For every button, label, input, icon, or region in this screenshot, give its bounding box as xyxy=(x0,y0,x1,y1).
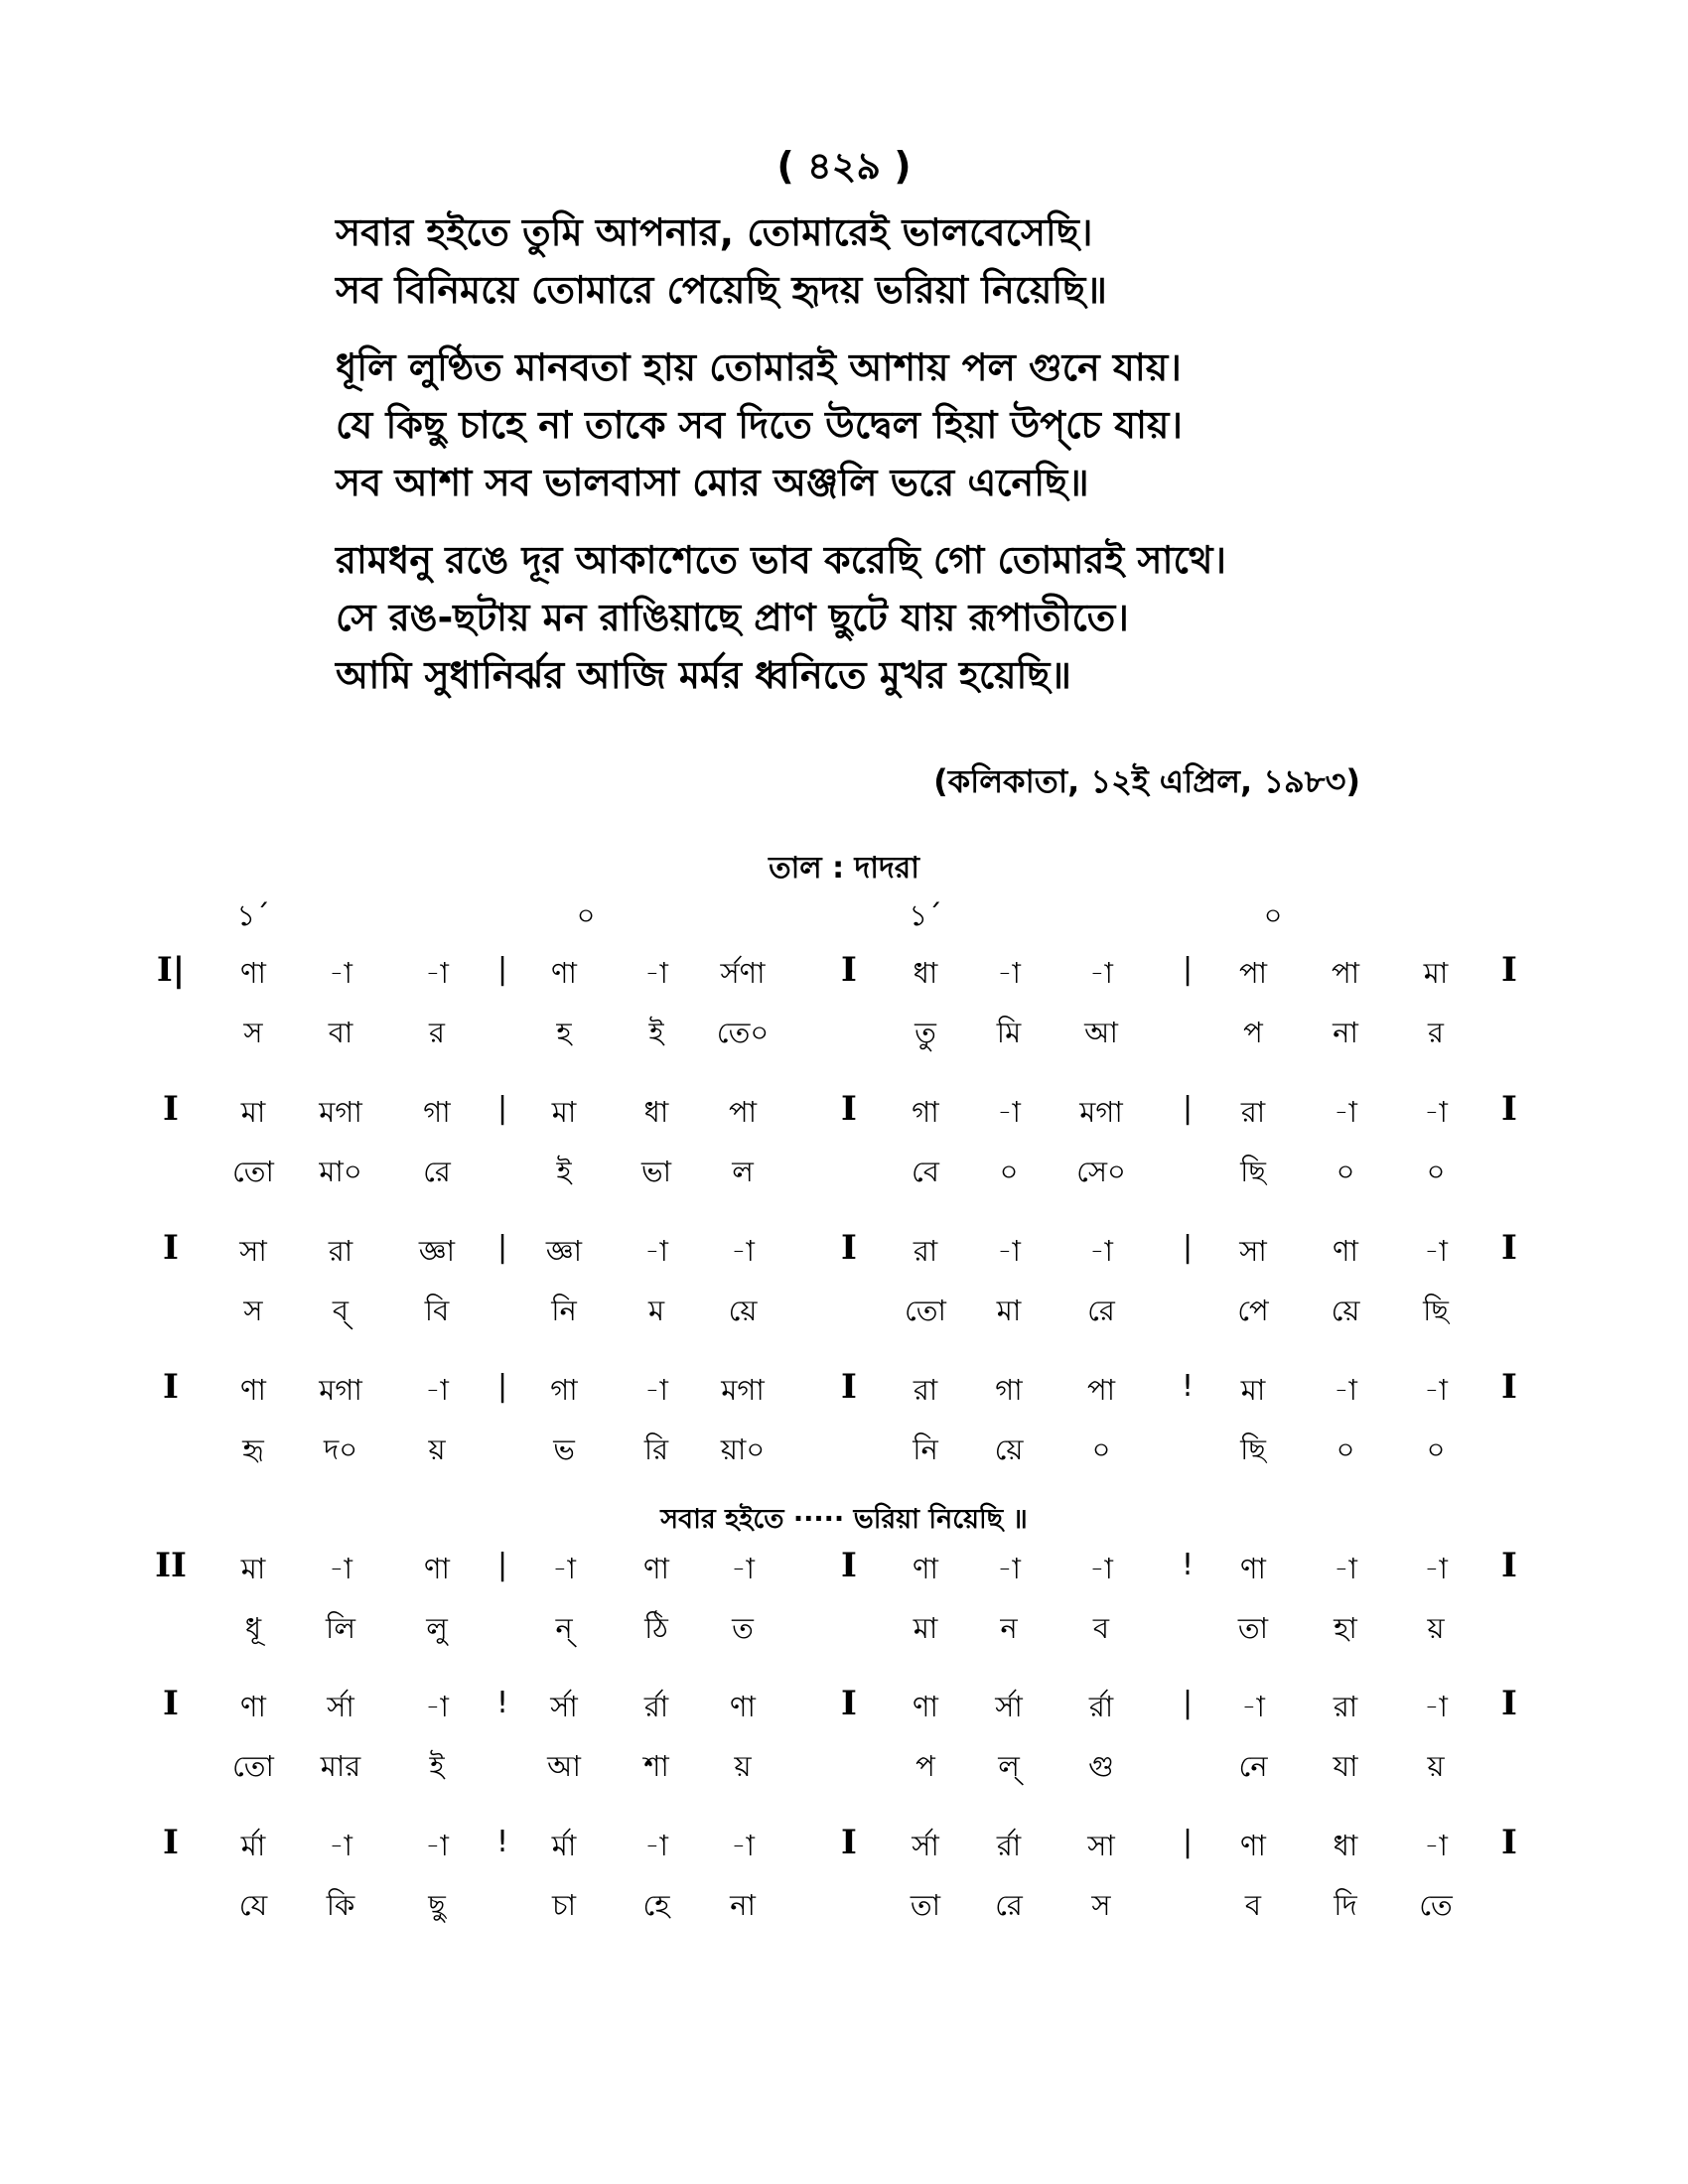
note-cell: -া xyxy=(997,956,1021,990)
syllable-cell: ল xyxy=(732,1155,754,1188)
barline: ! xyxy=(495,1686,509,1720)
syllable-cell: ব্‌ xyxy=(332,1294,350,1327)
note-cell: রা xyxy=(913,1373,938,1407)
syllable-cell: স xyxy=(1091,1888,1111,1922)
syllable-cell: হৃ xyxy=(242,1433,264,1466)
syllable-cell: ০ xyxy=(1091,1433,1111,1466)
note-cell: পা xyxy=(1238,956,1268,990)
syllable-cell: ০ xyxy=(1336,1433,1355,1466)
note-cell: ণা xyxy=(424,1552,450,1585)
note-cell: মা xyxy=(240,1552,266,1585)
note-cell: ণা xyxy=(240,956,266,990)
note-cell: সা xyxy=(1239,1234,1267,1268)
syllable-cell: ০ xyxy=(1426,1155,1446,1188)
syllable-cell: মা xyxy=(996,1294,1022,1327)
lyric-line: সে রঙ-ছটায় মন রাঙিয়াছে প্রাণ ছুটে যায় রূপাতীতে। xyxy=(336,596,1129,639)
row-start-barline: I| xyxy=(156,950,186,990)
syllable-cell: হে xyxy=(642,1888,670,1922)
syllable-cell: না xyxy=(1333,1016,1358,1049)
syllable-cell: ল্‌ xyxy=(998,1749,1020,1783)
barline: | xyxy=(496,1548,508,1582)
note-cell: -া xyxy=(1241,1690,1265,1723)
row-end-barline: I xyxy=(1501,1823,1517,1862)
barline: | xyxy=(496,952,508,987)
syllable-cell: রে xyxy=(1087,1294,1115,1327)
syllable-cell: না xyxy=(730,1888,756,1922)
beat-mark: ১´ xyxy=(236,898,270,932)
syllable-cell: হ xyxy=(556,1016,572,1049)
lyric-line: সব বিনিময়ে তোমারে পেয়েছি হৃদয় ভরিয়া নিয়েছি॥ xyxy=(336,268,1107,312)
note-cell: -া xyxy=(1334,1095,1357,1129)
syllable-cell: লি xyxy=(326,1611,355,1645)
row-end-barline: I xyxy=(1501,1367,1517,1407)
syllable-cell: মার xyxy=(320,1749,361,1783)
note-cell: রা xyxy=(328,1234,353,1268)
syllable-cell: স xyxy=(243,1294,263,1327)
note-cell: ধা xyxy=(1333,1829,1358,1862)
syllable-cell: যে xyxy=(238,1888,268,1922)
beat-mark: ১´ xyxy=(909,898,942,932)
barline: I xyxy=(841,1823,857,1862)
syllable-cell: যা xyxy=(1333,1749,1358,1783)
note-cell: র্সা xyxy=(995,1690,1023,1723)
note-cell: -া xyxy=(644,956,668,990)
syllable-cell: প xyxy=(915,1749,935,1783)
row-start-barline: I xyxy=(163,1684,179,1723)
barline: I xyxy=(841,950,857,990)
note-cell: ণা xyxy=(240,1373,266,1407)
note-cell: -া xyxy=(1424,1234,1448,1268)
syllable-cell: য়া০ xyxy=(720,1433,766,1466)
syllable-cell: বে xyxy=(912,1155,939,1188)
note-cell: গা xyxy=(995,1373,1023,1407)
syllable-cell: য়ে xyxy=(1331,1294,1360,1327)
note-cell: র্সা xyxy=(550,1690,578,1723)
note-cell: -া xyxy=(329,1552,352,1585)
note-cell: -া xyxy=(1424,1829,1448,1862)
syllable-cell: নে xyxy=(1238,1749,1268,1783)
syllable-cell: তে০ xyxy=(716,1016,770,1049)
syllable-cell: রে xyxy=(995,1888,1023,1922)
syllable-cell: তো xyxy=(232,1749,274,1783)
barline: ! xyxy=(495,1825,509,1859)
syllable-cell: রি xyxy=(643,1433,669,1466)
note-cell: রা xyxy=(913,1234,938,1268)
row-start-barline: I xyxy=(163,1228,179,1268)
note-cell: মা xyxy=(240,1095,266,1129)
syllable-cell: সে০ xyxy=(1076,1155,1126,1188)
syllable-cell: নি xyxy=(913,1433,938,1466)
lyric-line: রামধনু রঙে দূর আকাশেতে ভাব করেছি গো তোমারই সাথে। xyxy=(336,538,1227,582)
syllable-cell: র xyxy=(429,1016,445,1049)
barline: | xyxy=(1182,1686,1194,1720)
note-cell: -া xyxy=(425,956,449,990)
note-cell: র্রা xyxy=(996,1829,1022,1862)
barline: I xyxy=(841,1684,857,1723)
barline: I xyxy=(841,1228,857,1268)
syllable-cell: ব xyxy=(1244,1888,1262,1922)
lyric-line: আমি সুধানির্ঝর আজি মর্মর ধ্বনিতে মুখর হয়েছি॥ xyxy=(336,653,1071,697)
note-cell: র্সা xyxy=(912,1829,939,1862)
row-start-barline: II xyxy=(155,1546,187,1585)
syllable-cell: ০ xyxy=(1426,1433,1446,1466)
note-cell: -া xyxy=(425,1829,449,1862)
syllable-cell: য় xyxy=(428,1433,446,1466)
syllable-cell: তো xyxy=(905,1294,946,1327)
syllable-cell: গু xyxy=(1088,1749,1114,1783)
note-cell: ণা xyxy=(551,956,577,990)
note-cell: মগা xyxy=(319,1095,362,1129)
syllable-cell: ধূ xyxy=(244,1611,262,1645)
syllable-cell: ম xyxy=(647,1294,665,1327)
note-cell: -া xyxy=(1089,956,1113,990)
syllable-cell: মা০ xyxy=(319,1155,362,1188)
lyric-line: ধূলি লুণ্ঠিত মানবতা হায় তোমারই আশায় পল গুনে যায়। xyxy=(336,345,1182,389)
note-cell: -া xyxy=(329,956,352,990)
note-cell: র্রা xyxy=(1088,1690,1114,1723)
note-cell: ণা xyxy=(1240,1829,1266,1862)
syllable-cell: ন্‌ xyxy=(555,1611,573,1645)
note-cell: র্রা xyxy=(643,1690,669,1723)
note-cell: ণা xyxy=(730,1690,756,1723)
syllable-cell: ছি xyxy=(1423,1294,1449,1327)
row-end-barline: I xyxy=(1501,1684,1517,1723)
note-cell: মা xyxy=(1423,956,1449,990)
barline: I xyxy=(841,1546,857,1585)
lyric-line: সবার হইতে তুমি আপনার, তোমারেই ভালবেসেছি। xyxy=(336,210,1093,254)
syllable-cell: মা xyxy=(913,1611,938,1645)
syllable-cell: ন xyxy=(1000,1611,1018,1645)
note-cell: -া xyxy=(644,1829,668,1862)
note-cell: পা xyxy=(1086,1373,1116,1407)
syllable-cell: য় xyxy=(1427,1749,1445,1783)
note-cell: ণা xyxy=(913,1690,938,1723)
note-cell: -া xyxy=(425,1690,449,1723)
note-cell: ণা xyxy=(643,1552,669,1585)
note-cell: -া xyxy=(731,1552,755,1585)
syllable-cell: আ xyxy=(1084,1016,1118,1049)
note-cell: -া xyxy=(731,1829,755,1862)
note-cell: ণা xyxy=(1333,1234,1358,1268)
note-cell: -া xyxy=(1334,1552,1357,1585)
taal-heading: তাল : দাদরা xyxy=(769,851,919,886)
syllable-cell: আ xyxy=(547,1749,581,1783)
note-cell: পা xyxy=(728,1095,758,1129)
lyric-line: সব আশা সব ভালবাসা মোর অঞ্জলি ভরে এনেছি॥ xyxy=(336,461,1089,504)
syllable-cell: হা xyxy=(1334,1611,1357,1645)
syllable-cell: মি xyxy=(996,1016,1022,1049)
syllable-cell: কি xyxy=(326,1888,355,1922)
barline: I xyxy=(841,1367,857,1407)
note-cell: -া xyxy=(552,1552,576,1585)
note-cell: -া xyxy=(997,1234,1021,1268)
note-cell: -া xyxy=(1424,1095,1448,1129)
syllable-cell: দি xyxy=(1334,1888,1357,1922)
barline: I xyxy=(841,1089,857,1129)
note-cell: র্মা xyxy=(240,1829,266,1862)
syllable-cell: ছি xyxy=(1240,1433,1266,1466)
syllable-cell: তো xyxy=(232,1155,274,1188)
syllable-cell: তু xyxy=(914,1016,936,1049)
row-end-barline: I xyxy=(1501,1089,1517,1129)
note-cell: ণা xyxy=(913,1552,938,1585)
note-cell: ধা xyxy=(643,1095,669,1129)
note-cell: মগা xyxy=(1079,1095,1123,1129)
syllable-cell: ছু xyxy=(428,1888,446,1922)
note-cell: ণা xyxy=(240,1690,266,1723)
note-cell: রা xyxy=(1240,1095,1266,1129)
note-cell: র্সা xyxy=(327,1690,354,1723)
syllable-cell: তা xyxy=(1237,1611,1269,1645)
syllable-cell: ঠি xyxy=(644,1611,668,1645)
syllable-cell: শা xyxy=(643,1749,669,1783)
syllable-cell: রে xyxy=(423,1155,451,1188)
barline: | xyxy=(1182,1091,1194,1126)
syllable-cell: ভা xyxy=(640,1155,672,1188)
row-end-barline: I xyxy=(1501,1546,1517,1585)
syllable-cell: পে xyxy=(1237,1294,1269,1327)
note-cell: পা xyxy=(1331,956,1360,990)
syllable-cell: ব xyxy=(1092,1611,1110,1645)
syllable-cell: য় xyxy=(1427,1611,1445,1645)
note-cell: গা xyxy=(912,1095,939,1129)
note-cell: -া xyxy=(997,1095,1021,1129)
row-end-barline: I xyxy=(1501,1228,1517,1268)
note-cell: গা xyxy=(423,1095,451,1129)
note-cell: -া xyxy=(997,1552,1021,1585)
syllable-cell: বা xyxy=(328,1016,353,1049)
syllable-cell: ছি xyxy=(1240,1155,1266,1188)
note-cell: -া xyxy=(329,1829,352,1862)
barline: | xyxy=(1182,1230,1194,1265)
note-cell: মগা xyxy=(319,1373,362,1407)
syllable-cell: ত xyxy=(732,1611,754,1645)
beat-mark: ০ xyxy=(576,898,596,932)
lyric-line: যে কিছু চাহে না তাকে সব দিতে উদ্বেল হিয়া উপ্‌চে যায়। xyxy=(336,403,1184,447)
syllable-cell: প xyxy=(1243,1016,1263,1049)
row-start-barline: I xyxy=(163,1089,179,1129)
row-start-barline: I xyxy=(163,1367,179,1407)
syllable-cell: ০ xyxy=(1336,1155,1355,1188)
note-cell: -া xyxy=(644,1234,668,1268)
barline: | xyxy=(1182,1825,1194,1859)
note-cell: ণা xyxy=(1240,1552,1266,1585)
note-cell: -া xyxy=(425,1373,449,1407)
syllable-cell: র xyxy=(1428,1016,1444,1049)
syllable-cell: তা xyxy=(910,1888,941,1922)
note-cell: -া xyxy=(1089,1234,1113,1268)
note-cell: -া xyxy=(731,1234,755,1268)
note-cell: রা xyxy=(1333,1690,1358,1723)
syllable-cell: য়ে xyxy=(994,1433,1024,1466)
repeat-note: সবার হইতে ····· ভরিয়া নিয়েছি ॥ xyxy=(660,1504,1028,1535)
barline: | xyxy=(496,1369,508,1404)
syllable-cell: দ০ xyxy=(323,1433,358,1466)
note-cell: -া xyxy=(1089,1552,1113,1585)
syllable-cell: ই xyxy=(429,1749,445,1783)
syllable-cell: ই xyxy=(556,1155,572,1188)
note-cell: র্সণা xyxy=(720,956,766,990)
page-number: ( ৪২৯ ) xyxy=(776,144,912,188)
barline: | xyxy=(1182,952,1194,987)
note-cell: জ্ঞা xyxy=(545,1234,583,1268)
note-cell: -া xyxy=(1334,1373,1357,1407)
syllable-cell: লু xyxy=(426,1611,448,1645)
barline: ! xyxy=(1181,1548,1195,1582)
note-cell: ধা xyxy=(913,956,938,990)
barline: | xyxy=(496,1230,508,1265)
note-cell: সা xyxy=(239,1234,267,1268)
syllable-cell: বি xyxy=(424,1294,450,1327)
note-cell: -া xyxy=(1424,1552,1448,1585)
note-cell: মা xyxy=(551,1095,577,1129)
syllable-cell: চা xyxy=(551,1888,577,1922)
syllable-cell: তে xyxy=(1419,1888,1453,1922)
syllable-cell: নি xyxy=(551,1294,577,1327)
note-cell: র্মা xyxy=(551,1829,577,1862)
row-end-barline: I xyxy=(1501,950,1517,990)
barline: ! xyxy=(1181,1369,1195,1404)
note-cell: সা xyxy=(1087,1829,1115,1862)
note-cell: -া xyxy=(644,1373,668,1407)
syllable-cell: য়ে xyxy=(728,1294,758,1327)
syllable-cell: স xyxy=(243,1016,263,1049)
syllable-cell: য় xyxy=(734,1749,752,1783)
note-cell: গা xyxy=(550,1373,578,1407)
note-cell: মগা xyxy=(721,1373,765,1407)
syllable-cell: ০ xyxy=(999,1155,1019,1188)
row-start-barline: I xyxy=(163,1823,179,1862)
note-cell: জ্ঞা xyxy=(418,1234,456,1268)
note-cell: -া xyxy=(1424,1690,1448,1723)
place-date: (কলিকাতা, ১২ই এপ্রিল, ১৯৮৩) xyxy=(933,762,1360,800)
note-cell: মা xyxy=(1240,1373,1266,1407)
beat-mark: ০ xyxy=(1263,898,1283,932)
barline: | xyxy=(496,1091,508,1126)
note-cell: -া xyxy=(1424,1373,1448,1407)
syllable-cell: ই xyxy=(648,1016,664,1049)
syllable-cell: ভ xyxy=(553,1433,575,1466)
